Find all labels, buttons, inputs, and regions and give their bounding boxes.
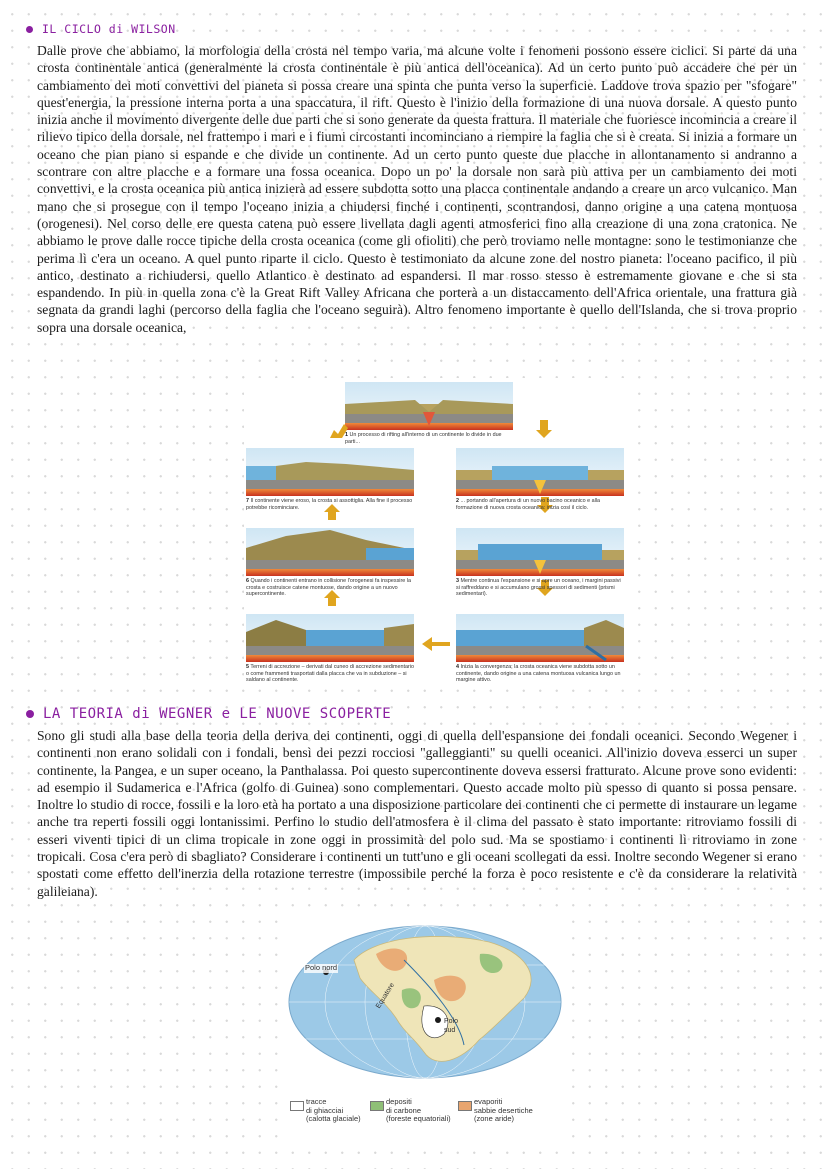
panel-7 xyxy=(246,448,414,496)
section-1-paragraph: Dalle prove che abbiamo, la morfologia della crosta nel tempo varia, ma alcune volte i fenomeni possono essere ciclici. Si parte da una crosta continentale antica (generalmente la crosta continentale è più antica dell'oceanica). Ad un certo punto può accadere che per un cambiamento dei moti convettivi del pianeta si possa creare una spinta che punta verso la superficie. Laddove trova spazio per "sfogare" quest'energia, la pressione interna porta a una spaccatura, il rift. Questo è l'inizio della formazione di una nuova dorsale. A questo punto inizia anche il movimento divergente delle due parti che si sono generate da questa frattura. Il materiale che fuoriesce incomincia a creare il rilievo tipico della dorsale, nel frattempo i mari e i fiumi circostanti incominciano a riempire la faglia che si è creata. Si inizia a formare un oceano che pian piano si espande e che divide un continente. Ad un certo punto queste due placche in allontanamento si andranno a scontrare con altre placche e a formare una fossa oceanica. Dopo un po' la dorsale non sarà più attiva per un cambiamento dei moti convettivi, e la crosta oceanica più antica inizierà ad essere subdotta sotto una placca continentale andando a creare un arco vulcanico. Man mano che si prosegue con il tempo l'oceano inizia a chiudersi finché i continenti, scontrandosi, danno origine a una catena montuosa (orogenesi). Nel corso delle ere questa catena può essere livellata dagli agenti atmosferici fino alla creazione di una zona cratonica. Ne abbiamo le prove dalle rocce tipiche della crosta oceanica (come gli ofioliti) che però troviamo nelle montagne: sono le testimonianze che perima lì c'era un oceano. A quel punto riparte il ciclo. Questo è testimoniato da alcune zone del nostro pianeta: l'oceano pacifico, il più antico, destinato a richiudersi, quello Atlantico è destinato ad espandersi. Il mar rosso stesso è estremamente giovane e che si sta espandendo. In più in quella zona c'è la Great Rift Valley Africana che porterà a un distaccamento dell'Africa orientale, una frattura già segnata da grandi laghi (percorso della faglia che l'oceano seguirà). Altro fenomeno importante è quello dell'Islanda, che si trova proprio sopra una dorsale oceanica, xyxy=(37,43,797,335)
section-1-heading xyxy=(26,22,176,36)
step-1-caption: 1 Un processo di rifting all'interno di un continente lo divide in due parti... xyxy=(345,432,502,445)
section-2-heading xyxy=(26,706,391,722)
section-1-title: IL CICLO di WILSON xyxy=(42,22,176,36)
step-4-caption: 4 Inizia la convergenza; la crosta oceanica viene subdotta sotto un continente, dando origine a una catena montuosa vulcanica lungo un margine attivo. xyxy=(456,664,621,683)
legend-coal: depositi di carbone (foreste equatoriali) xyxy=(386,1097,451,1124)
legend-swatch-coal xyxy=(370,1101,384,1111)
equator-label: Equatore xyxy=(375,981,397,1010)
section-2-paragraph: Sono gli studi alla base della teoria della deriva dei continenti, oggi di quella dell'espansione dei fondali oceanici. Secondo Wegener i continenti non erano solidali con i fondali, bensì dei pezzi rocciosi "galleggianti" su quelli oceanici. All'inizio doveva esserci un super continente, la Pangea, e un super oceano, la Panthalassa. Poi questo supercontinente doveva essersi fratturato. Alcune prove sono evidenti: ad esempio il Sudamerica e l'Africa (golfo di Guinea) sono complementari. Questo accade molto più spesso di quanto si possa pensare. Inoltre lo studio di rocce, fossili e la loro età ha portato a una disposizione particolare dei continenti che ci permette di instaurare un legame anche tra reperti fossili oggi lontanissimi. Perfino lo studio dell'atmosfera è il clima del passato è stato importante: ritroviamo fossili di esseri viventi tipici di un clima tropicale in zone oggi in prossimità del polo sud. Ma se spostiamo i continenti lì ritroviamo in zone tropicali. Cosa c'era però di sbagliato? Considerare i continenti un tutt'uno e gli oceani scollegati da essi. Inoltre secondo Wegener si erano spostati come effetto dell'inerzia della rotazione terrestre (impossibile perché la forza è poco resistente e c'è da considerare la relatività galileiana). xyxy=(37,728,797,899)
step-7-caption: 7 Il continente viene eroso, la crosta si assottiglia. Alla fine il processo potrebbe ricominciare. xyxy=(246,498,413,511)
bullet-icon xyxy=(26,26,33,33)
step-2-caption: 2 ... portando all'apertura di un nuovo bacino oceanico e alla formazione di nuova crosta oceanica: inizia così il ciclo. xyxy=(456,498,600,511)
legend-swatch-evaporites xyxy=(458,1101,472,1111)
step-3-caption: 3 Mentre continua l'espansione e si apre un oceano, i margini passivi si raffreddano e si accumulano grossi spessori di sedimenti (prismi sedimentari). xyxy=(456,578,621,597)
south-pole-label: Polo sud xyxy=(444,1018,459,1034)
panel-3 xyxy=(456,528,624,576)
legend-swatch-glaciers xyxy=(290,1101,304,1111)
north-pole-label: Polo nord xyxy=(305,963,338,972)
legend-evaporites: evaporiti sabbie desertiche (zone aride) xyxy=(474,1097,533,1124)
arrow-1-2 xyxy=(536,420,552,438)
arrow-4-5 xyxy=(422,637,450,651)
pangea-map-figure xyxy=(284,920,566,1138)
step-5-caption: 5 Terreni di accrezione – derivati dal cuneo di accrezione sedimentario o come frammenti trasportati dalla placca che va in subduzione – si saldano al continente. xyxy=(246,664,415,683)
panel-4 xyxy=(456,614,624,662)
panel-2 xyxy=(456,448,624,496)
panel-6 xyxy=(246,528,414,576)
wilson-cycle-illustration xyxy=(244,378,636,688)
legend-glaciers: tracce di ghiacciai (calotta glaciale) xyxy=(306,1097,361,1124)
section-2-title: LA TEORIA di WEGNER e LE NUOVE SCOPERTE xyxy=(43,706,392,722)
panel-5 xyxy=(246,614,414,662)
step-6-caption: 6 Quando i continenti entrano in collisione l'orogenesi fa inspessire la crosta e costruisce catene montuose, dando origine a un nuovo supercontinente. xyxy=(246,578,411,597)
bullet-icon xyxy=(26,710,34,718)
wilson-cycle-figure xyxy=(244,378,636,688)
panel-1 xyxy=(345,382,513,430)
